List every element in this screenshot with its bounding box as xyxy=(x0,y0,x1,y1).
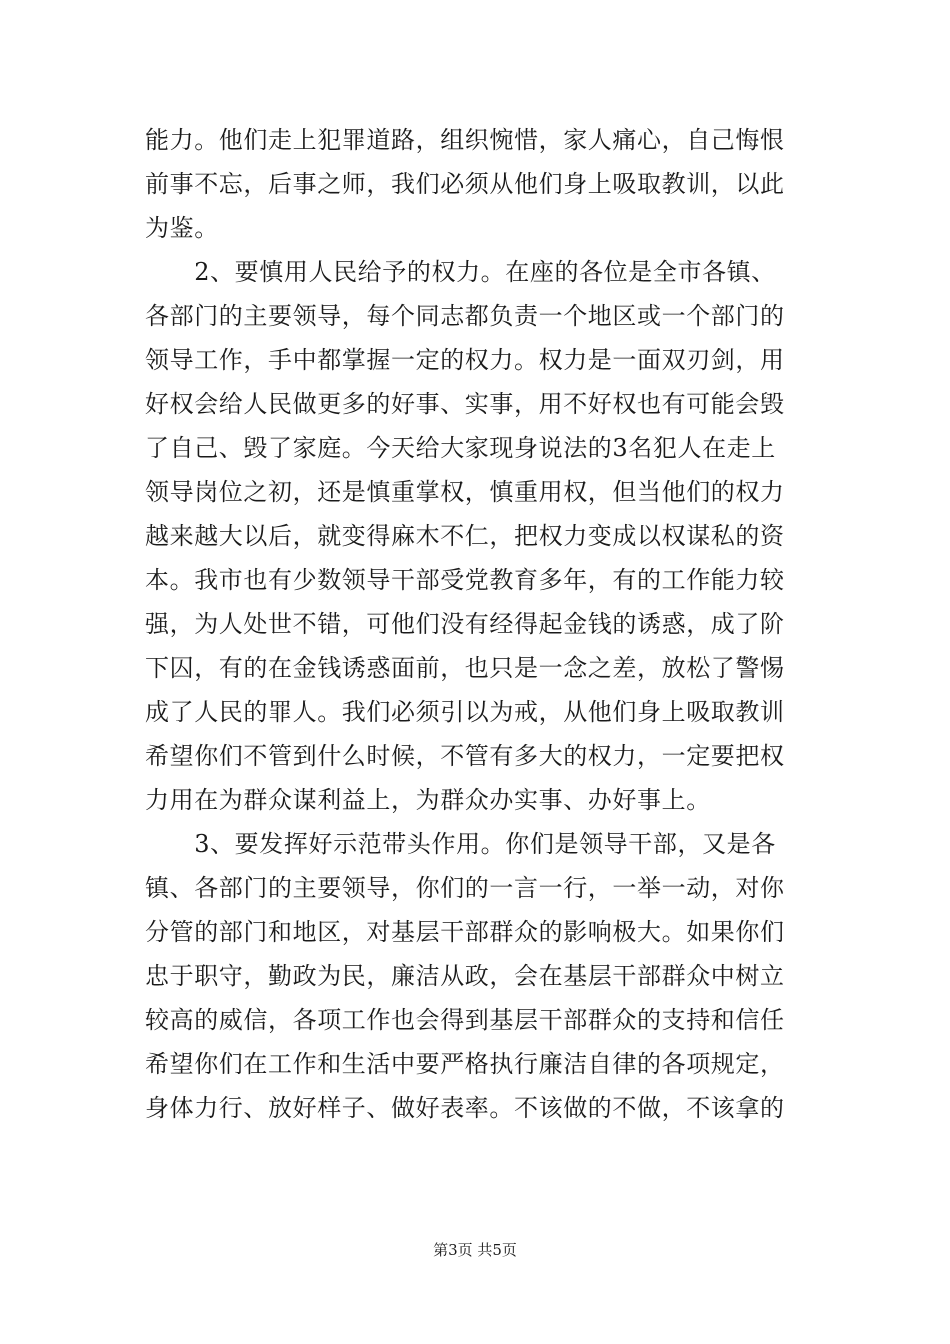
text-line: 为鉴。 xyxy=(145,214,219,242)
page-number: 第3页 共5页 xyxy=(433,1241,517,1259)
text-line: 力用在为群众谋利益上，为群众办实事、办好事上。 xyxy=(145,786,711,814)
text-line: 越来越大以后，就变得麻木不仁，把权力变成以权谋私的资 xyxy=(145,522,785,550)
text-line: 前事不忘，后事之师，我们必须从他们身上吸取教训，以此 xyxy=(145,170,785,198)
text-line: 希望你们在工作和生活中要严格执行廉洁自律的各项规定， xyxy=(145,1050,785,1078)
text-line: 较高的威信，各项工作也会得到基层干部群众的支持和信任 xyxy=(145,1006,785,1034)
text-line: 成了人民的罪人。我们必须引以为戒，从他们身上吸取教训 xyxy=(145,698,785,726)
text-line: 身体力行、放好样子、做好表率。不该做的不做，不该拿的 xyxy=(145,1094,785,1122)
text-line: 了自己、毁了家庭。今天给大家现身说法的3名犯人在走上 xyxy=(145,434,776,462)
text-line: 3、要发挥好示范带头作用。你们是领导干部，又是各 xyxy=(145,830,776,858)
text-line: 希望你们不管到什么时候，不管有多大的权力，一定要把权 xyxy=(145,742,785,770)
text-line: 领导工作，手中都掌握一定的权力。权力是一面双刃剑，用 xyxy=(145,346,785,374)
body-text xyxy=(145,118,813,1130)
text-line: 好权会给人民做更多的好事、实事，用不好权也有可能会毁 xyxy=(145,390,785,418)
page-footer xyxy=(0,1240,950,1260)
text-line: 镇、各部门的主要领导，你们的一言一行，一举一动，对你 xyxy=(145,874,785,902)
text-line: 本。我市也有少数领导干部受党教育多年，有的工作能力较 xyxy=(145,566,785,594)
text-line: 领导岗位之初，还是慎重掌权，慎重用权，但当他们的权力 xyxy=(145,478,785,506)
text-line: 分管的部门和地区，对基层干部群众的影响极大。如果你们 xyxy=(145,918,785,946)
text-line: 能力。他们走上犯罪道路，组织惋惜，家人痛心，自己悔恨 xyxy=(145,126,785,154)
text-line: 各部门的主要领导，每个同志都负责一个地区或一个部门的 xyxy=(145,302,785,330)
text-line: 强，为人处世不错，可他们没有经得起金钱的诱惑，成了阶 xyxy=(145,610,785,638)
text-line: 2、要慎用人民给予的权力。在座的各位是全市各镇、 xyxy=(145,258,776,286)
text-line: 忠于职守，勤政为民，廉洁从政，会在基层干部群众中树立 xyxy=(145,962,785,990)
text-line: 下囚，有的在金钱诱惑面前，也只是一念之差，放松了警惕 xyxy=(145,654,785,682)
